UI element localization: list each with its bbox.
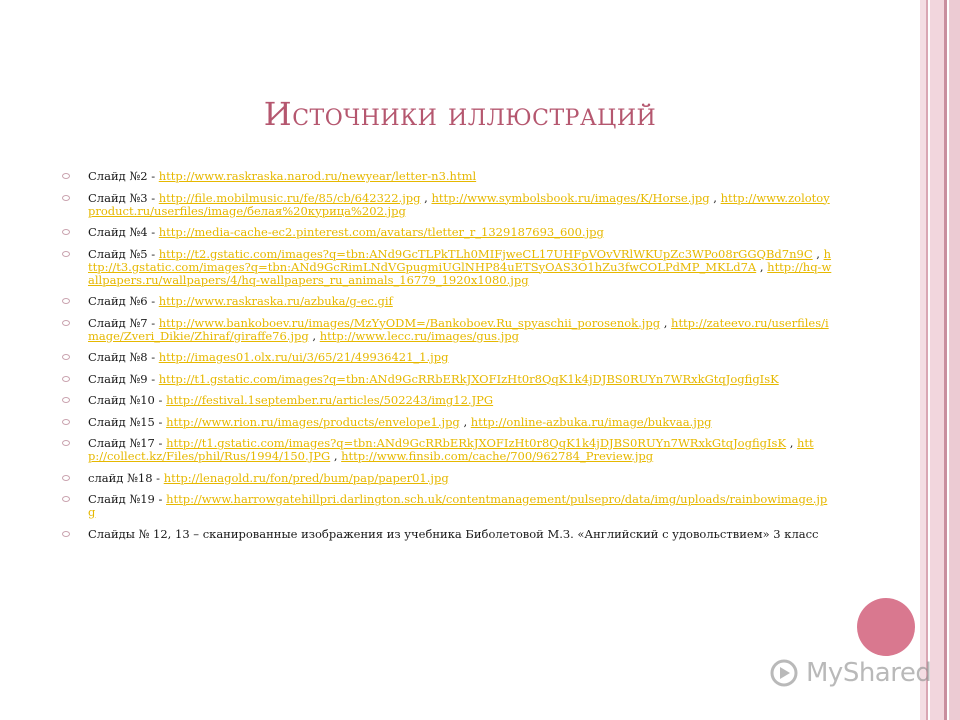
bullet-icon — [62, 195, 70, 201]
item-label: Слайд №2 - — [88, 169, 159, 183]
item-label: Слайд №17 - — [88, 436, 167, 450]
bullet-icon — [62, 496, 70, 502]
item-label: Слайд №3 - — [88, 190, 159, 205]
item-label: Слайд №8 - — [88, 350, 159, 364]
watermark-text: MyShared — [806, 658, 932, 688]
source-link[interactable]: http://www.lecc.ru/images/gus.jpg — [319, 328, 519, 343]
source-link[interactable]: http://www.harrowgatehillpri.darlington.sch.uk/contentmanagement/pulsepro/data/img/uploads/rainbowimage.jpg — [88, 492, 828, 519]
source-link[interactable]: http://lenagold.ru/fon/pred/bum/pap/paper01.jpg — [163, 470, 449, 485]
list-item — [62, 170, 832, 183]
list-item — [62, 373, 832, 386]
separator: , — [812, 246, 824, 261]
item-label: Слайд №10 - — [88, 393, 167, 407]
side-bar — [949, 0, 960, 720]
source-link[interactable]: http://images01.olx.ru/ui/3/65/21/49936421_1.jpg — [158, 350, 449, 364]
list-item — [62, 528, 832, 541]
separator: , — [756, 259, 768, 274]
separator: , — [330, 449, 342, 463]
list-item — [62, 437, 832, 463]
list-item — [62, 192, 832, 218]
slide-title: Источники иллюстраций — [263, 95, 657, 133]
list-item — [62, 248, 832, 287]
bullet-icon — [62, 251, 70, 257]
side-bar — [944, 0, 947, 720]
source-link[interactable]: http://t1.gstatic.com/images?q=tbn:ANd9GcRRbERkJXOFIzHt0r8QqK1k4jDJBS0RUYn7WRxkGtqJogfigIsK — [166, 436, 787, 450]
source-link[interactable]: http://hq-wallpapers.ru/wallpapers/4/hq-wallpapers_ru_animals_16779_1920x1080.jpg — [88, 259, 832, 287]
bullet-icon — [62, 397, 70, 403]
source-link[interactable]: http://online-azbuka.ru/image/bukvaa.jpg — [470, 414, 712, 429]
separator: , — [709, 190, 721, 205]
item-label: Слайд №15 - — [88, 414, 167, 429]
list-item — [62, 394, 832, 407]
source-link[interactable]: http://www.raskraska.narod.ru/newyear/letter-n3.html — [158, 169, 477, 183]
bullet-icon — [62, 173, 70, 179]
list-item — [62, 493, 832, 519]
source-link[interactable]: http://festival.1september.ru/articles/502243/img12.JPG — [166, 393, 494, 407]
separator: , — [420, 190, 432, 205]
source-link[interactable]: http://collect.kz/Files/phil/Rus/1994/150.JPG — [88, 436, 814, 463]
bullet-icon — [62, 354, 70, 360]
myshared-logo-icon — [770, 659, 798, 687]
list-item — [62, 472, 832, 485]
item-label: Слайд №6 - — [88, 294, 159, 308]
separator: , — [308, 328, 320, 343]
item-label: Слайд №5 - — [88, 246, 159, 261]
list-item — [62, 416, 832, 429]
source-link[interactable]: http://www.symbolsbook.ru/images/K/Horse.jpg — [431, 190, 710, 205]
list-item — [62, 351, 832, 364]
source-link[interactable]: http://zateevo.ru/userfiles/image/Zveri_Dikie/Zhiraf/giraffe76.jpg — [88, 315, 829, 343]
side-bar — [930, 0, 944, 720]
source-link[interactable]: http://www.finsib.com/cache/700/962784_Preview.jpg — [341, 449, 654, 463]
sources-list — [62, 170, 832, 549]
separator: , — [459, 414, 471, 429]
watermark — [770, 655, 931, 691]
source-link[interactable]: http://www.raskraska.ru/azbuka/g-ec.gif — [158, 294, 393, 308]
decorative-side-bars — [920, 0, 960, 720]
separator: , — [660, 315, 672, 330]
item-label: Слайд №7 - — [88, 315, 159, 330]
source-link[interactable]: http://t3.gstatic.com/images?q=tbn:ANd9GcRimLNdVGpugmiUGlNHP84uETSyOAS3O1hZu3fwCOLPdMP_MKLd7A — [88, 246, 832, 274]
bullet-icon — [62, 531, 70, 537]
item-label: Слайд №9 - — [88, 371, 159, 386]
bullet-icon — [62, 320, 70, 326]
bullet-icon — [62, 419, 70, 425]
source-link[interactable]: http://media-cache-ec2.pinterest.com/avatars/tletter_r_1329187693_600.jpg — [158, 225, 604, 239]
bullet-icon — [62, 376, 70, 382]
source-link[interactable]: http://www.rion.ru/images/products/envelope1.jpg — [166, 414, 460, 429]
bullet-icon — [62, 298, 70, 304]
source-link[interactable]: http://t2.gstatic.com/images?q=tbn:ANd9GcTLPkTLh0MIFjweCL17UHFpVOvVRlWKUpZc3WPo08rGGQBd7n9C — [158, 246, 813, 261]
source-link[interactable]: http://www.bankoboev.ru/images/MzYyODM=/Bankoboev.Ru_spyaschii_porosenok.jpg — [158, 315, 661, 330]
bullet-icon — [62, 475, 70, 481]
item-label: слайд №18 - — [88, 470, 164, 485]
item-label: Слайд №19 - — [88, 492, 167, 506]
item-label: Слайды № 12, 13 – сканированные изображения из учебника Биболетовой М.З. «Английский с удовольствием» 3 класс — [88, 526, 819, 541]
source-link[interactable]: http://www.zolotoyproduct.ru/userfiles/image/белая%20курица%202.jpg — [88, 190, 830, 218]
side-bar — [926, 0, 928, 720]
list-item — [62, 295, 832, 308]
list-item — [62, 226, 832, 239]
decorative-circle — [857, 598, 915, 656]
list-item — [62, 317, 832, 343]
item-label: Слайд №4 - — [88, 225, 159, 239]
separator: , — [786, 436, 798, 450]
bullet-icon — [62, 229, 70, 235]
source-link[interactable]: http://file.mobilmusic.ru/fe/85/cb/642322.jpg — [158, 190, 421, 205]
source-link[interactable]: http://t1.gstatic.com/images?q=tbn:ANd9GcRRbERkJXOFIzHt0r8QqK1k4jDJBS0RUYn7WRxkGtqJogfigIsK — [158, 371, 779, 386]
bullet-icon — [62, 440, 70, 446]
